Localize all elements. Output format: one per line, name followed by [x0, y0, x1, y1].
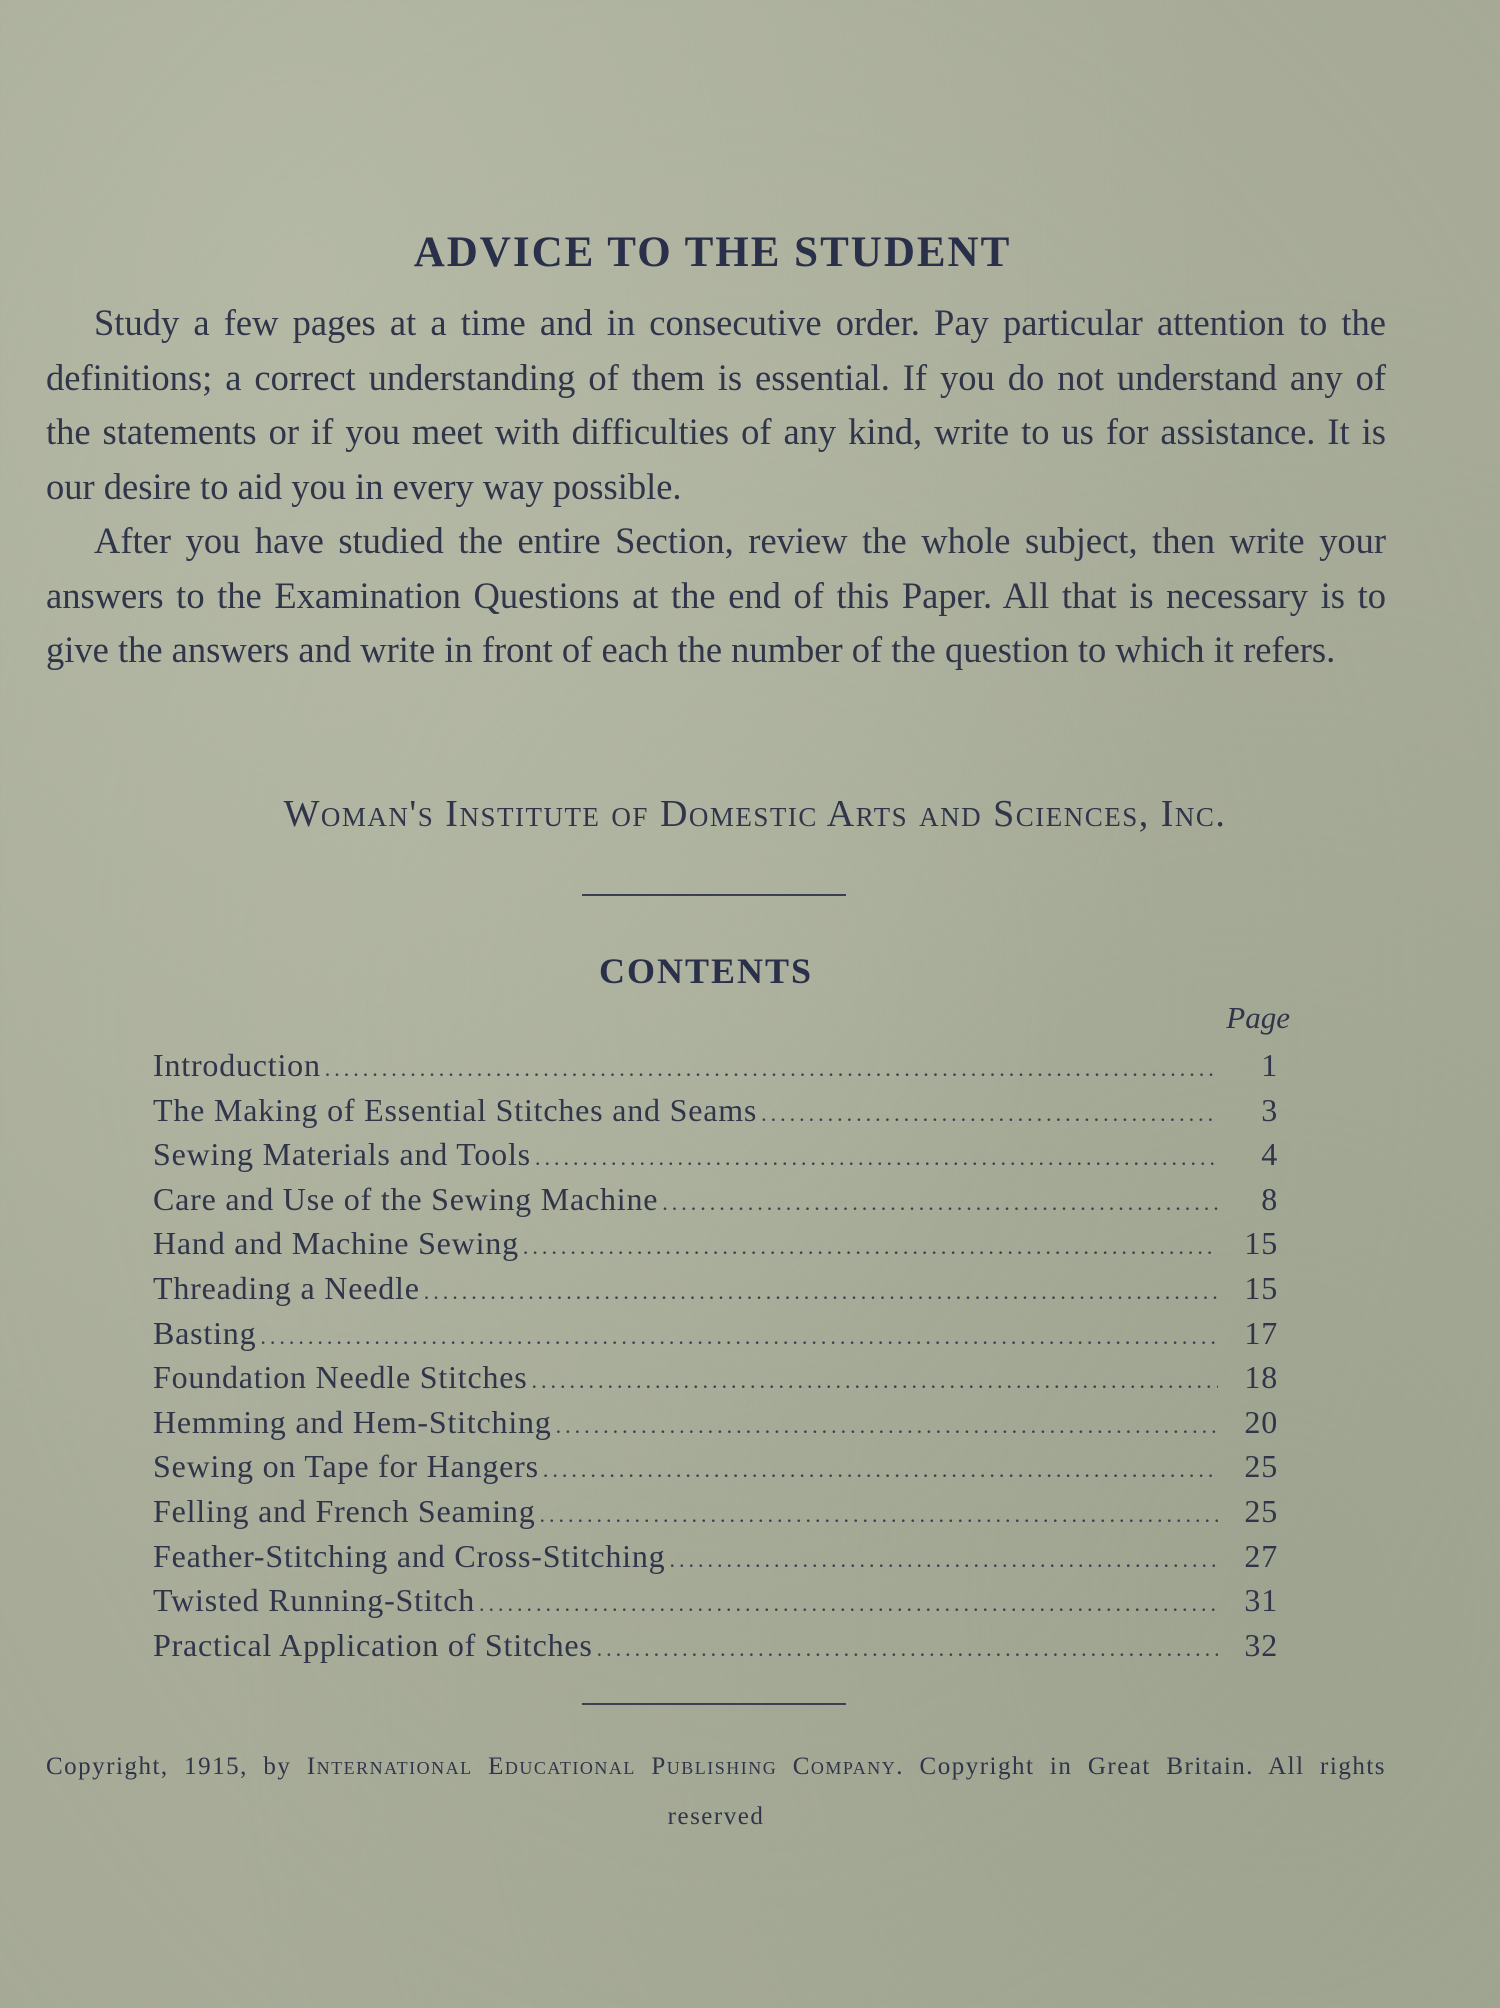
toc-entry: [153, 1136, 1278, 1181]
toc-entry-label: Care and Use of the Sewing Machine: [153, 1180, 659, 1217]
toc-entry-page: 17: [1244, 1314, 1278, 1351]
advice-title: ADVICE TO THE STUDENT: [413, 229, 1012, 276]
copyright-suffix: Copyright in Great Britain. All rights reserved: [667, 1753, 1386, 1830]
divider-rule: [582, 894, 846, 896]
toc-entry: [153, 1582, 1278, 1627]
toc-dot-leader: [662, 1190, 1218, 1216]
toc-entry-label: Foundation Needle Stitches: [153, 1359, 528, 1396]
toc-dot-leader: [597, 1636, 1218, 1662]
toc-dot-leader: [325, 1056, 1218, 1082]
toc-entry-page: 15: [1244, 1269, 1278, 1306]
toc-dot-leader: [540, 1502, 1218, 1528]
toc-entry-label: Hand and Machine Sewing: [153, 1225, 519, 1262]
toc-entry-label: Hemming and Hem-Stitching: [153, 1403, 552, 1440]
toc-entry-label: Sewing Materials and Tools: [153, 1136, 531, 1173]
toc-dot-leader: [523, 1234, 1218, 1260]
toc-entry-label: Felling and French Seaming: [153, 1492, 536, 1529]
toc-entry: [153, 1047, 1278, 1092]
toc-dot-leader: [669, 1547, 1218, 1573]
toc-entry-page: 20: [1244, 1403, 1278, 1440]
toc-entry: [153, 1181, 1278, 1226]
copyright-publisher: International Educational Publishing Company.: [306, 1753, 905, 1780]
toc-entry-page: 27: [1244, 1537, 1278, 1574]
toc-entry-page: 3: [1261, 1091, 1278, 1128]
toc-entry-label: Practical Application of Stitches: [153, 1626, 593, 1663]
contents-title: CONTENTS: [598, 951, 814, 991]
toc-entry: [153, 1270, 1278, 1315]
toc-entry-page: 4: [1261, 1136, 1278, 1173]
toc-dot-leader: [543, 1457, 1218, 1483]
toc-dot-leader: [535, 1145, 1218, 1171]
toc-dot-leader: [556, 1413, 1218, 1439]
toc-entry-page: 18: [1244, 1359, 1278, 1396]
toc-entry-page: 1: [1261, 1047, 1278, 1083]
toc-entry: [153, 1404, 1278, 1449]
toc-entry-label: Threading a Needle: [153, 1269, 420, 1306]
toc-entry: [153, 1538, 1278, 1583]
toc-entry-label: Sewing on Tape for Hangers: [153, 1448, 539, 1485]
toc-entry: [153, 1225, 1278, 1270]
toc-dot-leader: [479, 1591, 1218, 1617]
advice-body: [46, 296, 1386, 678]
advice-paragraph-1: Study a few pages at a time and in consecutive order. Pay particular attention to the definitions; a correct understanding of them is essential. If you do not understand any of the statements or if you meet with difficulties of any kind, write to us for assistance. It is our desire to aid you in every way possible.: [46, 302, 1386, 507]
toc-entry-label: Basting: [153, 1314, 257, 1351]
toc-entry-page: 15: [1244, 1225, 1278, 1262]
toc-dot-leader: [260, 1324, 1218, 1350]
toc-entry-page: 25: [1244, 1448, 1278, 1485]
toc-entry-page: 32: [1244, 1626, 1278, 1663]
divider-rule: [582, 1703, 846, 1705]
toc-entry: [153, 1493, 1278, 1538]
toc-entry: [153, 1448, 1278, 1493]
institute-signature: Woman's Institute of Domestic Arts and Sciences, Inc.: [283, 793, 1227, 835]
toc-entry: [153, 1627, 1278, 1672]
toc-entry-label: Twisted Running-Stitch: [153, 1582, 476, 1619]
toc-entry: [153, 1315, 1278, 1360]
toc-dot-leader: [532, 1368, 1218, 1394]
copyright-notice: [46, 1742, 1386, 1842]
toc-dot-leader: [424, 1279, 1218, 1305]
toc-entry-page: 25: [1244, 1492, 1278, 1529]
toc-entry-label: The Making of Essential Stitches and Seams: [153, 1091, 758, 1128]
table-of-contents: [153, 1047, 1278, 1671]
toc-entry-page: 8: [1261, 1180, 1278, 1217]
page-column-label: Page: [1226, 1000, 1290, 1035]
copyright-prefix: Copyright, 1915, by: [46, 1753, 307, 1780]
toc-entry-label: Introduction: [153, 1047, 321, 1083]
toc-dot-leader: [761, 1101, 1218, 1127]
toc-entry-page: 31: [1244, 1582, 1278, 1619]
advice-paragraph-2: After you have studied the entire Section, review the whole subject, then write your answers to the Examination Questions at the end of this Paper. All that is necessary is to give the answers and write in front of each the number of the question to which it refers.: [46, 520, 1386, 670]
toc-entry: [153, 1092, 1278, 1137]
toc-entry: [153, 1359, 1278, 1404]
toc-entry-label: Feather-Stitching and Cross-Stitching: [153, 1537, 666, 1574]
